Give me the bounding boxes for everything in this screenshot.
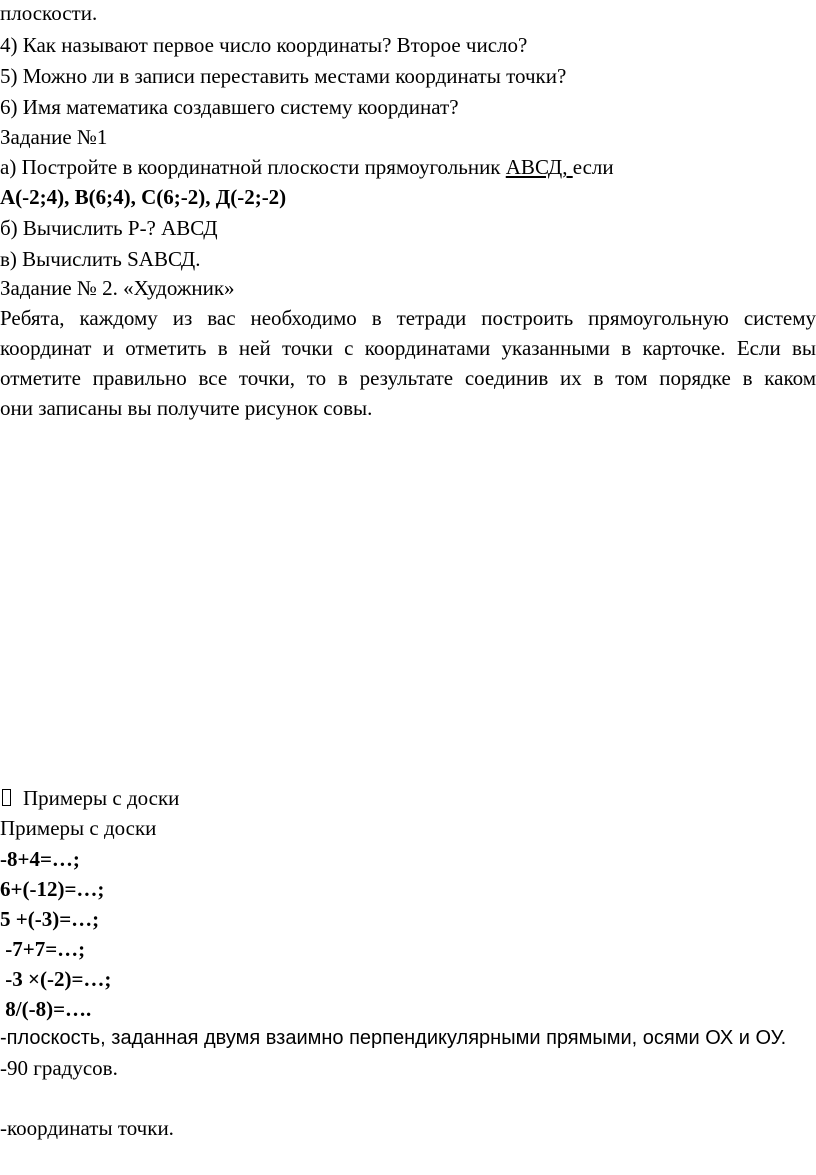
task1-a-prefix: а) Постройте в координатной плоскости прямоугольник	[0, 155, 506, 179]
answer-line: -координаты точки.	[0, 1116, 174, 1140]
question-5: 5) Можно ли в записи переставить местами координаты точки?	[0, 64, 567, 88]
task2-heading: Задание № 2. «Художник»	[0, 276, 235, 300]
task1-heading: Задание №1	[0, 125, 108, 149]
bullet-item	[0, 788, 179, 809]
question-4: 4) Как называют первое число координаты? Второе число?	[0, 33, 528, 57]
question-6: 6) Имя математика создавшего систему координат?	[0, 95, 459, 119]
bullet-box-icon	[2, 789, 11, 806]
example-item: 8/(-8)=….	[0, 997, 92, 1021]
examples-label: Примеры с доски	[0, 816, 157, 840]
task1-item-c: в) Вычислить SАВСД.	[0, 247, 201, 271]
task2-para-line: они записаны вы получите рисунок совы.	[0, 396, 373, 420]
task2-para-line: Ребята, каждому из вас необходимо в тетради построить прямоугольную систему	[0, 306, 816, 330]
example-item: 5 +(-3)=…;	[0, 907, 100, 931]
bullet-label: Примеры с доски	[23, 786, 180, 810]
task1-item-a	[0, 157, 614, 178]
task1-a-suffix: если	[572, 155, 614, 179]
example-item: -7+7=…;	[0, 937, 86, 961]
task1-a-rect: АВСД,	[505, 155, 573, 179]
task2-para-line: координат и отметить в ней точки с координатами указанными в карточке. Если вы	[0, 336, 816, 360]
example-item: -3 ×(-2)=…;	[0, 967, 112, 991]
task1-item-b: б) Вычислить Р-? АВСД	[0, 216, 218, 240]
task2-para-line: отметите правильно все точки, то в результате соединив их в том порядке в каком	[0, 366, 816, 390]
answer-line: -плоскость, заданная двумя взаимно перпендикулярными прямыми, осями ОХ и ОУ.	[0, 1027, 787, 1049]
example-item: -8+4=…;	[0, 847, 80, 871]
text-line: плоскости.	[0, 1, 98, 25]
answer-line: -90 градусов.	[0, 1056, 118, 1080]
example-item: 6+(-12)=…;	[0, 877, 105, 901]
task1-points: А(-2;4), В(6;4), С(6;-2), Д(-2;-2)	[0, 185, 287, 209]
